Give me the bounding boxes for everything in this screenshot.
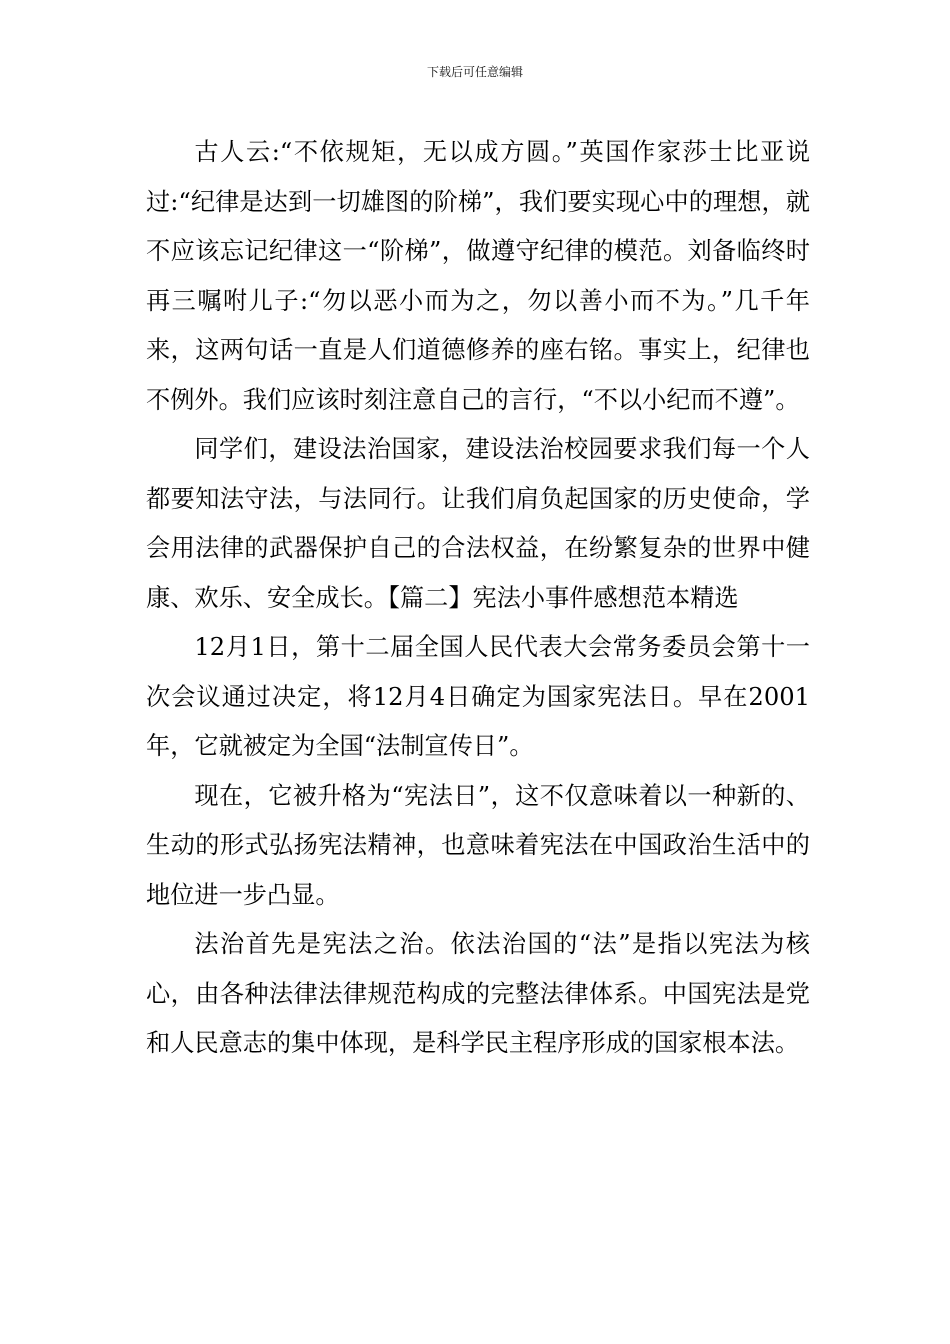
- document-body: [146, 128, 810, 1069]
- paragraph-rule-of-law: 同学们，建设法治国家，建设法治校园要求我们每一个人都要知法守法，与法同行。让我们肩负起国家的历史使命，学会用法律的武器保护自己的合法权益，在纷繁复杂的世界中健康、欢乐、安全成长。【篇二】宪法小事件感想范本精选: [146, 435, 810, 612]
- paragraph-constitution-day: 12月1日，第十二届全国人民代表大会常务委员会第十一次会议通过决定，将12月4日确定为国家宪法日。早在2001年，它就被定为全国“法制宣传日”。: [146, 633, 810, 760]
- paragraph-upgrade: 现在，它被升格为“宪法日”，这不仅意味着以一种新的、生动的形式弘扬宪法精神，也意味着宪法在中国政治生活中的地位进一步凸显。: [146, 781, 810, 909]
- page-header: 下载后可任意编辑: [426, 65, 523, 79]
- paragraph-discipline: 古人云:“不依规矩，无以成方圆。”英国作家莎士比亚说过:“纪律是达到一切雄图的阶梯”，我们要实现心中的理想，就不应该忘记纪律这一“阶梯”，做遵守纪律的模范。刘备临终时再三嘱咐儿子:“勿以恶小而为之，勿以善小而不为。”几千年来，这两句话一直是人们道德修养的座右铭。事实上，纪律也不例外。我们应该时刻注意自己的言行，“不以小纪而不遵”。: [146, 138, 811, 414]
- paragraph-constitutional-governance: 法治首先是宪法之治。依法治国的“法”是指以宪法为核心，由各种法律法律规范构成的完整法律体系。中国宪法是党和人民意志的集中体现，是科学民主程序形成的国家根本法。: [146, 930, 810, 1057]
